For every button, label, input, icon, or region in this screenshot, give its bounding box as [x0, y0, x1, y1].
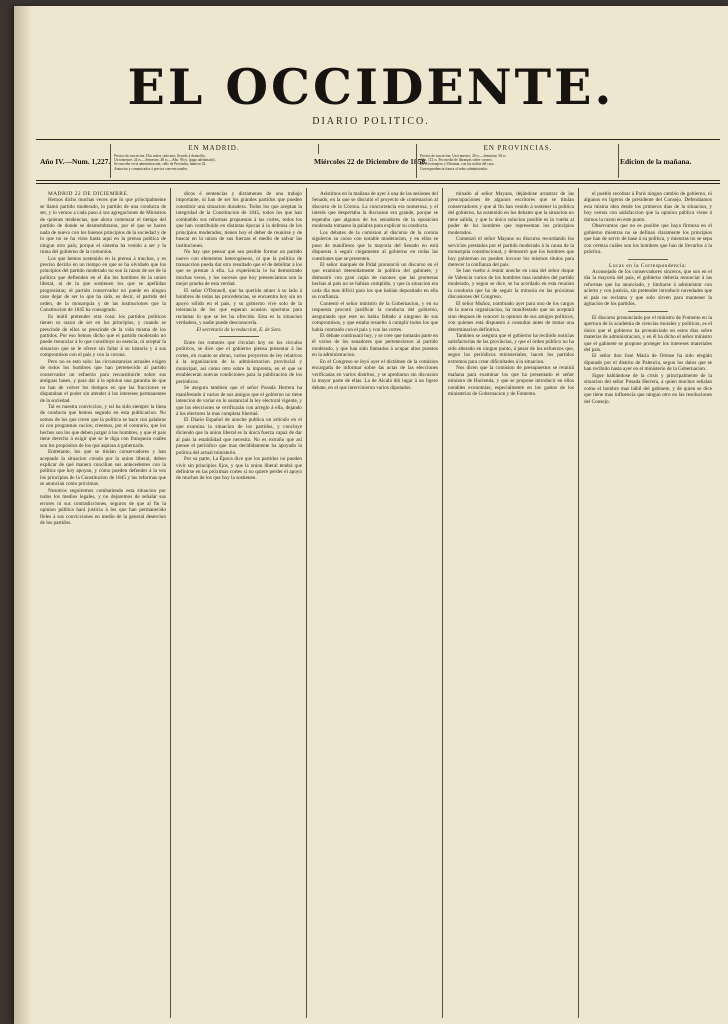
article-paragraph: Contestó el señor ministro de la Gobernacion, y en su respuesta procuró justificar la conducta del gobierno, asegurando que este no habia faltado á ninguno de sus compromisos, y que estaba resuelto á cumplir todos los que habia contraido con el pais y con las cortes.	[312, 300, 438, 333]
article-paragraph: Nos dicen que la comision de presupuestos se reunirá mañana para examinar los que ha presentado el señor ministro de Hacienda, y que se propone introducir en ellos notables economías, especialmente en los gastos de los ministerios de Gobernacion y de Fomento.	[448, 365, 574, 398]
header-madrid-fine: Precios de suscricion. Dos reales cada mes, llevado á domicilio.	[114, 154, 206, 158]
article-paragraph: Tambien se asegura que el gobierno ha recibido noticias satisfactorias de las provincias, y que el órden público no ha sido alterado en ningun punto, á pesar de los esfuerzos que, segun los periódicos ministeriales, hacen los partidos extremos para crear dificultades á la situacion.	[448, 332, 574, 365]
column-2	[176, 191, 302, 1017]
header-madrid-box	[114, 144, 314, 178]
header-top-rule	[36, 139, 720, 140]
header-provincias-caption: EN PROVINCIAS.	[483, 144, 553, 152]
header-provincias-fine: Precios de suscricion. Un trimestre, 28 rs.—Semestre, 56 rs.	[420, 154, 507, 158]
header-madrid-caption: EN MADRID.	[188, 144, 240, 152]
header-madrid-fine: Se suscribe en la administracion, calle de Preciados, número 24.	[114, 162, 207, 167]
header-madrid-fine: Un trimestre, 24 rs.—Semestre, 48 rs.—Año, 96 rs. (pago adelantado).	[114, 158, 216, 163]
article-paragraph: Asistimos en la mañana de ayer á una de las sesiones del Senado, en la que se discutió el proyecto de contestacion al discurso de la Corona. La concurrencia era numerosa, y el interés que despertaba la discusion era grande, porque se esperaba que algunos de los senadores de la oposicion moderada tomasen la palabra para explicar su conducta.	[312, 191, 438, 230]
section-heading: MADRID 22 DE DICIEMBRE.	[48, 191, 129, 197]
newspaper-page	[14, 6, 728, 1024]
issue-number: Año IV.—Num. 1,227.	[40, 157, 111, 166]
article-paragraph: Hemos dicho muchas veces que lo que principalmente se llamó partido moderado, lo partido de una conducta de ser, y lo vemos a cada paso á sus agregaciones de Ministros de quienes tendencias, que ahora comenzar el tiempo del partido de donde se desmembraron, por el que se hacen nada de nuevo con los buenos principios de la sociedad y de lo que no se ha visto hasta aquí en la prensa política de ningun otro país; porque el sistema ha venido a ser y la ruina del gobierno de la comunion.	[40, 197, 166, 256]
header-provincias-fine: Correspondencia franca al señor administrador.	[420, 166, 488, 171]
article-paragraph: Entretanto, los que se titulan conservadores y han aceptado la situacion creada por la union liberal, deben explicar de qué manera concilian sus antecedentes con la política que hoy apoyan, y cómo pueden defender á la vez los principios de la Constitucion de 1845 y las reformas que se anuncian como próximas.	[40, 449, 166, 488]
article-paragraph: Se han vuelto á reunir anoche en casa del señor duque de Valencia varios de los hombres mas notables del partido moderado, y segun se dice, se ha acordado en esta reunion la conducta que ha de seguir la minoría en las próximas discusiones del Congreso.	[448, 268, 574, 301]
header-divider	[416, 144, 417, 178]
article-paragraph: El señor O'Donnell, que ha querido atraer á su lado á hombres de todas las procedencias, se encuentra hoy sin un apoyo sólido en el país, y su gobierno vive solo de la tolerancia de los que esperan ocasion oportuna para reclamar lo que se les ha ofrecido. Esta es la situacion verdadera, y nadie puede desconocerla.	[176, 287, 302, 327]
column-5	[584, 191, 712, 1017]
article-paragraph: Por su parte, La Época dice que los partidos no pueden vivir sin principios fijos, y que la union liberal tendrá que definirse en las próximas cortes si no quiere perder el apoyo de muchos de los que hoy la sostienen.	[176, 456, 302, 482]
article-separator	[219, 336, 259, 337]
column-3	[312, 191, 438, 1017]
column-1	[40, 191, 166, 1017]
header-divider	[618, 144, 619, 178]
article-paragraph: dicos é sentencias y dictámenes de una trabajo importante, ni han de ser los grandes partidos que pueden constituir una situacion duradera. Todos los que aceptan la integridad de la Constitucion de 1845, todos los que han combatido sus reformas propuestas á las cortes, todos los que han contribuido en distintas épocas á la defensa de los principios moderados, tienen hoy el deber de reunirse y de buscar en la union de sus fuerzas el medio de salvar las instituciones.	[176, 191, 302, 249]
article-paragraph: Pero no es esto solo: las circunstancias actuales exigen de todos los hombres que han pertenecido al partido conservador un esfuerzo para reconstituirle sobre sus antiguas bases, y para dar á la opinion una garantía de que no han de volver los tiempos en que las fracciones se disputaban el poder sin atender á los intereses permanentes de la sociedad.	[40, 358, 166, 404]
article-paragraph: Los que hemos sostenido en la prensa á muchas, y es preciso decirlo en un tiempo en que se ha olvidado que los principios del partido moderado no son la razon de ser de la politica que defienden en el dia los hombres de la union liberal, ni de la que sostienen los que se apellidan progresistas; el partido conservador no puede en ningun caso dejar de ser lo que ha sido, es decir, el partido del orden, de la monarquía y de las instituciones que la Constitucion de 1845 ha consagrado.	[40, 255, 166, 314]
article-paragraph: No hay que pensar que sea posible formar un partido nuevo con elementos heterogéneos, ni que la política de transaccion pueda dar otro resultado que el de debilitar á los que se prestan á ella. La experiencia lo ha demostrado muchas veces, y los sucesos que hoy presenciamos son la mejor prueba de esta verdad.	[176, 249, 302, 288]
column-rule	[170, 188, 171, 1018]
article-paragraph: Sigue hablándose de la crisis y principalmente de la situacion del señor Posada Herrera, á quien muchos señalan como el hombre mas hábil del gabinete, y de quien se dice que tiene mas influencia que ningun otro en las resoluciones del Consejo.	[584, 372, 712, 405]
article-paragraph: El señor Muñoz, nombrado ayer para uno de los cargos de la nueva organizacion, ha manifestado que no aceptará sino despues de conocer la opinion de sus amigos políticos, con quienes está dispuesto á consultar antes de tomar una determinacion definitiva.	[448, 300, 574, 333]
article-separator	[628, 311, 668, 312]
header-madrid-fine: Anuncios y comunicados á precios convencionales.	[114, 166, 189, 171]
article-paragraph: Aconsejado de los conservadores sinceros, que son en el dia la mayoría del pais, el gobierno deberia renunciar á las reformas que ha anunciado, y limitarse á administrar con acierto y con justicia, sin pretender introducir novedades que el pais no reclama y que solo sirven para mantener la agitacion de los partidos.	[584, 268, 712, 308]
article-paragraph: Es inútil pretender otra cosa: los partidos políticos tienen su razon de ser en los principios, y cuando se prescinde de ellos se prescinde de la vida misma de los partidos. Por eso hemos dicho que el partido moderado no puede renunciar á lo que constituye su esencia, ni aceptar la situacion que se le ofrece sin faltar á su historia y á sus compromisos con el pais y con la corona.	[40, 313, 166, 359]
article-paragraph: Nosotros seguiremos combatiendo esta situacion por todos los medios legales, y no dejaremos de señalar sus errores ni sus contradicciones, seguros de que al fin la opinion pública hará justicia á los que han permanecido fieles á sus convicciones en medio de la general desercion de los partidos.	[40, 487, 166, 527]
article-paragraph: minado al señor Mayans, dejándose arrastrar de las preocupaciones de algunos escritores que se titulan conservadores y que al fin han venido á sostener la politica del gobierno, ha sostenido en los debates que la situacion no tiene salida, y que la única solucion posible es la vuelta al poder de los hombres que representan los principios moderados.	[448, 191, 574, 236]
masthead-title: EL OCCIDENTE.	[127, 58, 615, 116]
article-paragraph: el pueblo recobrar á Paris ningun cambio de gobierno, ni algunos en ligeros de presidente del Consejo. Defendiamos esta misma idea desde los primeros dias de la situacion, y hoy vemos con satisfaccion que la opinion pública viene á darnos la razon en este punto.	[584, 191, 712, 223]
article-paragraph: El señor don José María de Orense ha sido elegido diputado por el distrito de Palencia, segun los datos que se han recibido hasta ayer en el ministerio de la Gobernacion.	[584, 353, 712, 373]
article-paragraph: El señor marqués de Pidal pronunció un discurso en el que examinó detenidamente la política del gabinete, y demostró con gran copia de razones que las promesas hechas al pais no se habian cumplido, y que la situacion era cada dia mas difícil para los que habian depositado en ella su confianza.	[312, 261, 438, 301]
column-rule	[578, 188, 579, 1018]
article-separator	[628, 259, 668, 260]
issue-date: Miércoles 22 de Diciembre de 1858.	[314, 157, 428, 166]
article-paragraph: Los debates de la comision al discurso de la corona siguieron su curso con notable moderacion, y en ellos se puso de manifiesto que la mayoría del Senado no está dispuesta á seguir ciegamente al gobierno en todas las cuestiones que se presenten.	[312, 229, 438, 262]
header-bottom-rule	[36, 183, 720, 184]
column-rule	[306, 188, 307, 1018]
article-paragraph: Observamos que no es posible que haya firmeza en el gobierno mientras no se definan claramente los principios que han de servir de base á su politica, y mientras no se sepa con certeza cuáles son los hombres que han de llevarlos á la práctica.	[584, 223, 712, 256]
header-divider	[110, 144, 111, 178]
article-paragraph: En el Congreso se leyó ayer el dictámen de la comision encargada de informar sobre las actas de las elecciones verificadas en varios distritos, y se aprobaron sin discusion la mayor parte de ellas. La de Alcalá dió lugar á un ligero debate, en el que intervinieron varios diputados.	[312, 358, 438, 391]
article-paragraph: El debate continuará hoy, y se cree que tomarán parte en él varios de los senadores que pertenecieron al partido moderado, y que han sido llamados á ocupar altos puestos en la administracion.	[312, 332, 438, 359]
header-bottom-rule	[36, 180, 720, 181]
editor-signature: El secretario de la redaccion, E. de Soto.	[196, 326, 282, 333]
masthead-subtitle: DIARIO POLITICO.	[312, 116, 430, 127]
article-paragraph: Se asegura tambien que el señor Posada Herrera ha manifestado á varios de sus amigos que el gobierno no tiene intencion de variar en lo sustancial la ley electoral vigente, y que las elecciones se verificarán con arreglo á ella, dejando á los electores la mas completa libertad.	[176, 385, 302, 417]
header-provincias-fine: En el extranjero y Ultramar, con las tarifas del caso.	[420, 162, 495, 167]
header-provincias-fine: Año, 112 rs. Por medio de libranzas sobre correos.	[420, 158, 493, 163]
article-paragraph: El discurso pronunciado por el ministro de Fomento en la apertura de la academia de ciencias morales y politicas, es el único que el gobierno ha pronunciado en estos dias sobre materias de administracion, y en él ha dicho el señor ministro que el gabinete se propone proteger los intereses materiales del pais.	[584, 314, 712, 353]
column-4	[448, 191, 574, 1017]
article-paragraph: Entre los rumores que circulan hoy en los círculos políticos, se dice que el gobierno piensa presentar á las cortes, en cuanto se abran, varios proyectos de ley relativos á la organizacion de la administracion provincial y municipal, así como otro sobre la imprenta, en el que se establecerán nuevas condiciones para la publicacion de los periódicos.	[176, 339, 302, 385]
article-paragraph: El Diario Español de anoche publica un artículo en el que examina la situacion de los partidos, y concluye diciendo que la union liberal es la única fuerza capaz de dar al pais la estabilidad que necesita. No es extraño que así piense el periódico que mas decididamente ha apoyado la política del actual ministerio.	[176, 417, 302, 456]
article-paragraph: Tal es nuestra conviccion, y tal ha sido siempre la línea de conducta que hemos seguido en esta publicacion. No somos de los que creen que la política se hace con palabras ni con programas vacíos; creemos, por el contrario, que los hechos son los que deben juzgar á los hombres, y que el pais tiene derecho á exigir que se le diga con franqueza cuáles son los propósitos de los que aspiran á gobernarle.	[40, 403, 166, 449]
article-paragraph: Comenzó el señor Mayans su discurso recordando los servicios prestados por el partido moderado á la causa de la monarquía constitucional, y demostró que los hombres que hoy gobiernan no pueden invocar los mismos títulos para merecer la confianza del pais.	[448, 236, 574, 268]
header-provincias-box	[420, 144, 616, 178]
header-divider	[318, 144, 319, 154]
edition-label: Edicion de la mañana.	[620, 157, 692, 166]
section-heading: Lucas en la Correspondencia:	[609, 262, 687, 269]
column-rule	[442, 188, 443, 1018]
